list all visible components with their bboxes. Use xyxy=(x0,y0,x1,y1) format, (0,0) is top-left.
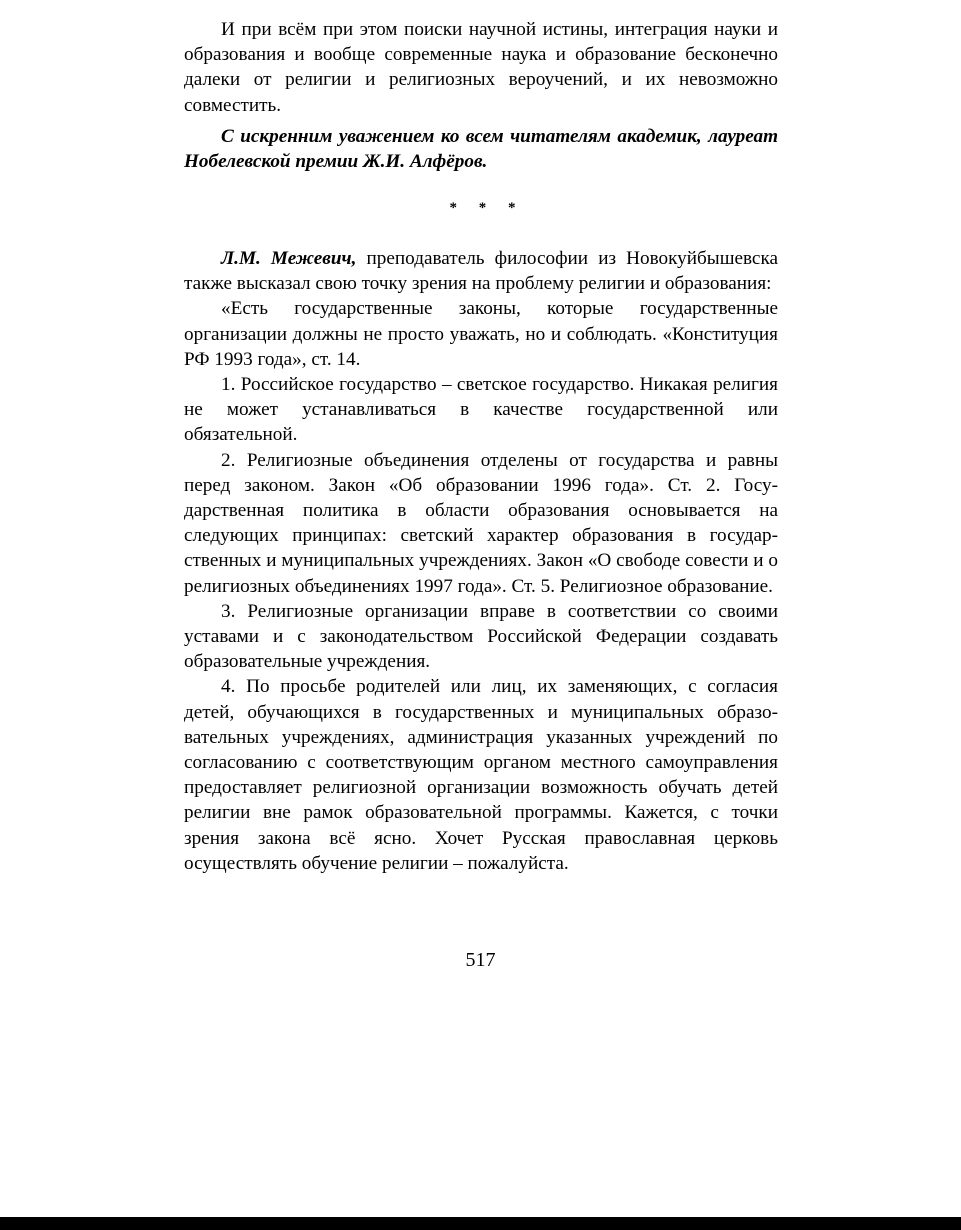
body-paragraph: 4. По просьбе родителей или лиц, их заменяющих, с согласия детей, обучающихся в государственных и муниципальных образовательных учреждениях, администрация указанных учреждений по согласованию с соответствующим органом местного самоуправления предоставляет религиозной организации возможность обучать детей религии вне рамок образовательной программы. Кажется, с точки зрения закона всё ясно. Хочет Русская православная церковь осуществлять обучение религии – пожалуйста. xyxy=(184,676,778,874)
body-paragraph: «Есть государственные законы, которые государственные организации должны не просто уважать, но и соблюдать. «Конституция РФ 1993 года», ст. 14. xyxy=(184,298,778,370)
body-paragraph: 3. Религиозные организации вправе в соответствии со своими уставами и с законодательством Российской Федерации создавать образовательные учреждения. xyxy=(184,600,778,673)
page-number: 517 xyxy=(465,949,496,971)
bottom-scan-border xyxy=(0,1217,961,1230)
section-separator: * * * xyxy=(449,200,525,216)
author-intro: преподаватель философии из Новокуйбышевска также высказал свою точку зрения на проблему религии и образования: xyxy=(184,248,778,295)
body-paragraph: 1. Российское государство – светское государство. Никакая религия не может устанавливаться в качестве государственной или обязательной. xyxy=(184,374,778,446)
body-paragraph: 2. Религиозные объединения отделены от государства и равны перед законом. Закон «Об образовании 1996 года». Ст. 2. Государственная политика в области образования основывается на следующих принципах: светский характер образования в государственных и муниципальных учреждениях. Закон «О свободе совести и о религиозных объединениях 1997 года». Ст. 5. Религиозное образование. xyxy=(184,449,778,597)
author-name: Л.М. Межевич, xyxy=(221,248,357,269)
author-paragraph xyxy=(184,246,778,296)
page-body xyxy=(184,17,778,876)
opening-paragraph: И при всём при этом поиски научной истины, интеграция науки и образования и вообще современные наука и образование бесконечно далеки от религии и религиозных вероучений, и их невозможно совместить. xyxy=(184,19,778,116)
closing-signature: С искренним уважением ко всем читателям академик, лауреат Нобелевской премии Ж.И. Алфёров. xyxy=(184,125,778,173)
